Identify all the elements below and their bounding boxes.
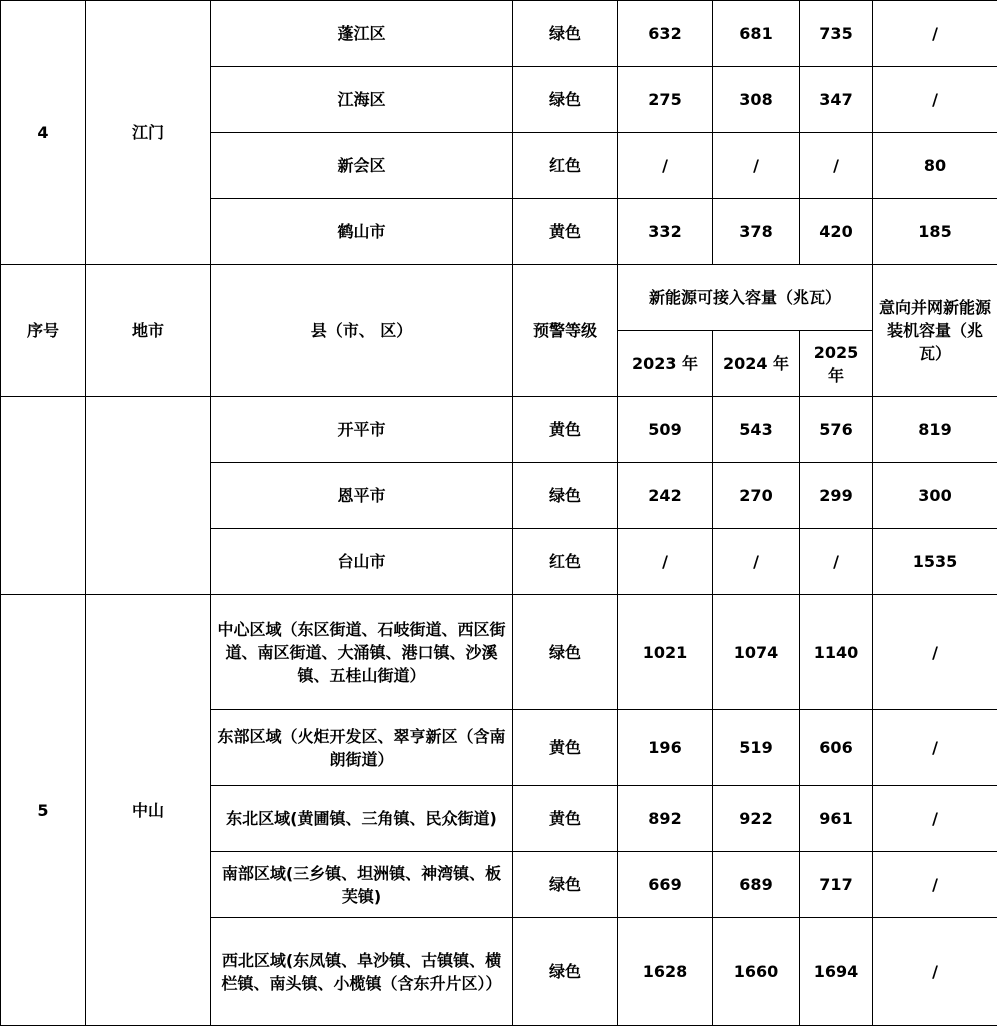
county-cell: 开平市: [211, 397, 513, 463]
county-cell: 蓬江区: [211, 1, 513, 67]
y2023-cell: 196: [618, 710, 713, 786]
intended-cell: 300: [873, 463, 997, 529]
y2025-cell: 1694: [800, 918, 873, 1026]
y2025-cell: 606: [800, 710, 873, 786]
header-city: 地市: [86, 265, 211, 397]
y2025-cell: 299: [800, 463, 873, 529]
header-y2025: 2025 年: [800, 331, 873, 397]
header-seq: 序号: [1, 265, 86, 397]
seq-cell: 5: [1, 595, 86, 1026]
level-cell: 黄色: [513, 710, 618, 786]
y2023-cell: 892: [618, 786, 713, 852]
county-cell: 中心区域（东区街道、石岐街道、西区街道、南区街道、大涌镇、港口镇、沙溪镇、五桂山街道）: [211, 595, 513, 710]
county-cell: 新会区: [211, 133, 513, 199]
city-cell: 江门: [86, 1, 211, 265]
y2024-cell: /: [713, 133, 800, 199]
y2023-cell: 1628: [618, 918, 713, 1026]
table-row: [1, 397, 997, 463]
y2023-cell: 509: [618, 397, 713, 463]
intended-cell: /: [873, 1, 997, 67]
y2025-cell: 717: [800, 852, 873, 918]
y2023-cell: 669: [618, 852, 713, 918]
intended-cell: /: [873, 918, 997, 1026]
y2025-cell: 735: [800, 1, 873, 67]
y2025-cell: /: [800, 133, 873, 199]
county-cell: 台山市: [211, 529, 513, 595]
y2023-cell: 632: [618, 1, 713, 67]
table-row: [1, 595, 997, 710]
y2024-cell: 308: [713, 67, 800, 133]
city-cell: [86, 397, 211, 595]
level-cell: 红色: [513, 133, 618, 199]
intended-cell: 819: [873, 397, 997, 463]
header-y2023: 2023 年: [618, 331, 713, 397]
level-cell: 黄色: [513, 397, 618, 463]
county-cell: 东北区域(黄圃镇、三角镇、民众街道): [211, 786, 513, 852]
y2024-cell: /: [713, 529, 800, 595]
y2024-cell: 270: [713, 463, 800, 529]
county-cell: 恩平市: [211, 463, 513, 529]
y2023-cell: 242: [618, 463, 713, 529]
level-cell: 绿色: [513, 918, 618, 1026]
level-cell: 绿色: [513, 852, 618, 918]
y2023-cell: 1021: [618, 595, 713, 710]
level-cell: 绿色: [513, 595, 618, 710]
city-cell: 中山: [86, 595, 211, 1026]
y2024-cell: 922: [713, 786, 800, 852]
y2024-cell: 543: [713, 397, 800, 463]
y2024-cell: 519: [713, 710, 800, 786]
intended-cell: /: [873, 595, 997, 710]
y2023-cell: 332: [618, 199, 713, 265]
y2025-cell: 420: [800, 199, 873, 265]
y2024-cell: 1660: [713, 918, 800, 1026]
y2024-cell: 689: [713, 852, 800, 918]
level-cell: 绿色: [513, 67, 618, 133]
y2024-cell: 378: [713, 199, 800, 265]
county-cell: 江海区: [211, 67, 513, 133]
level-cell: 红色: [513, 529, 618, 595]
county-cell: 东部区域（火炬开发区、翠亨新区（含南朗街道）: [211, 710, 513, 786]
level-cell: 绿色: [513, 463, 618, 529]
y2025-cell: 1140: [800, 595, 873, 710]
seq-cell: 4: [1, 1, 86, 265]
y2024-cell: 1074: [713, 595, 800, 710]
y2025-cell: 576: [800, 397, 873, 463]
y2023-cell: 275: [618, 67, 713, 133]
y2023-cell: /: [618, 529, 713, 595]
level-cell: 黄色: [513, 199, 618, 265]
intended-cell: /: [873, 710, 997, 786]
y2025-cell: 961: [800, 786, 873, 852]
header-level: 预警等级: [513, 265, 618, 397]
level-cell: 黄色: [513, 786, 618, 852]
seq-cell: [1, 397, 86, 595]
intended-cell: 185: [873, 199, 997, 265]
intended-cell: /: [873, 852, 997, 918]
intended-cell: /: [873, 786, 997, 852]
table-row: [1, 1, 997, 67]
header-capacity: 新能源可接入容量（兆瓦）: [618, 265, 873, 331]
county-cell: 西北区域(东凤镇、阜沙镇、古镇镇、横栏镇、南头镇、小榄镇（含东升片区））: [211, 918, 513, 1026]
header-county: 县（市、 区）: [211, 265, 513, 397]
header-row: [1, 265, 997, 331]
header-intended: 意向并网新能源装机容量（兆瓦）: [873, 265, 997, 397]
county-cell: 南部区域(三乡镇、坦洲镇、神湾镇、板芙镇): [211, 852, 513, 918]
county-cell: 鹤山市: [211, 199, 513, 265]
level-cell: 绿色: [513, 1, 618, 67]
y2025-cell: /: [800, 529, 873, 595]
intended-cell: 1535: [873, 529, 997, 595]
header-y2024: 2024 年: [713, 331, 800, 397]
y2024-cell: 681: [713, 1, 800, 67]
intended-cell: 80: [873, 133, 997, 199]
y2023-cell: /: [618, 133, 713, 199]
intended-cell: /: [873, 67, 997, 133]
y2025-cell: 347: [800, 67, 873, 133]
